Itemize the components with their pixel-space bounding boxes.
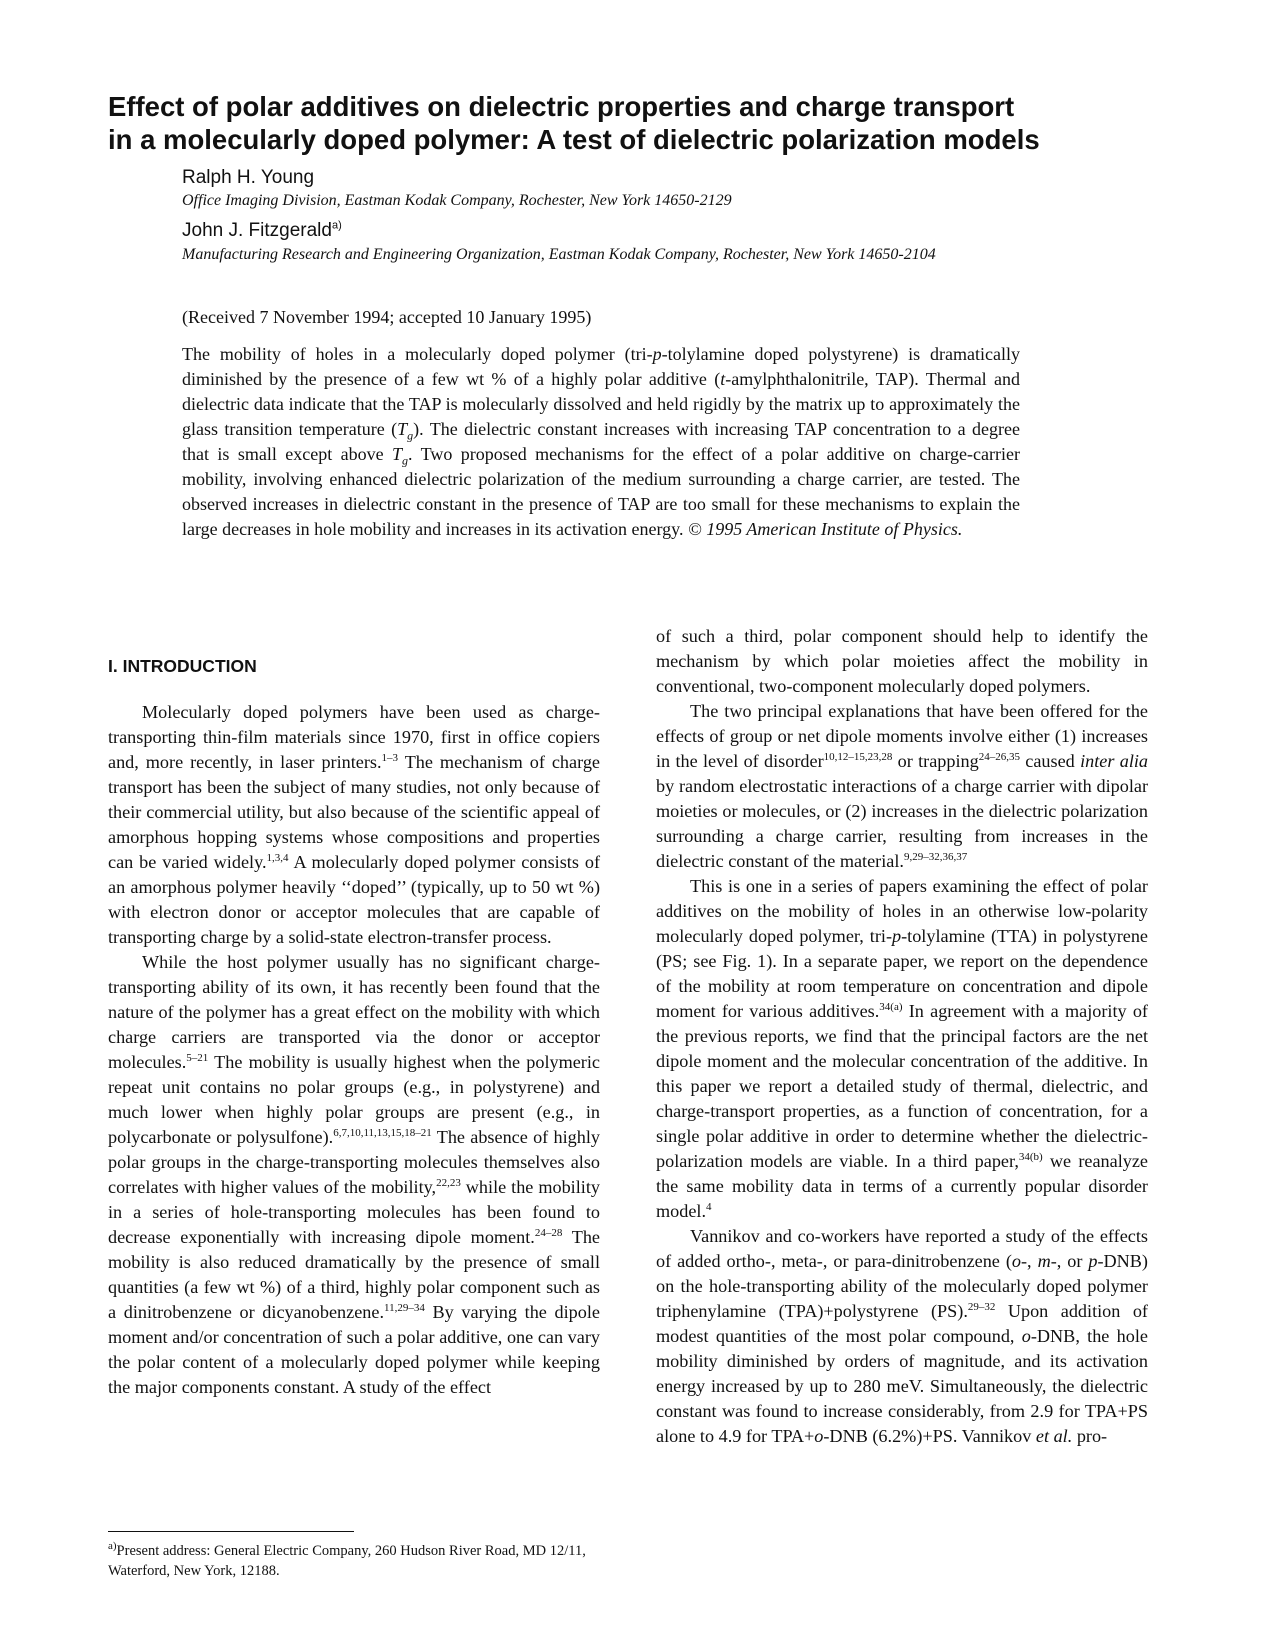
tg-symbol: $T_g$: [397, 419, 414, 443]
paragraph: This is one in a series of papers examining the effect of polar additives on the mobility of holes in an otherwise low-polarity molecularly doped polymer, tri-p-tolylamine (TTA) in polystyrene (PS; see Fig. 1). In a separate paper, we report on the dependence of the mobility at room temperature on concentration and dipole moment for various additives.$^{34(a)}$ In agreement with a majority of the previous reports, we find that the principal factors are the net dipole moment and the molecular concentration of the additive. In this paper we report a detailed study of thermal, dielectric, and charge-transport properties, as a function of concentration, for a single polar additive in order to determine whether the dielectric-polarization models are viable. In a third paper,$^{34(b)}$ we reanalyze the same mobility data in terms of a currently popular disorder model.$^4$: [656, 876, 1148, 1221]
title-line-1: Effect of polar additives on dielectric properties and charge transport: [108, 91, 1015, 122]
reference-citation[interactable]: 34(b): [1018, 1150, 1043, 1163]
author-name: Ralph H. Young: [182, 167, 315, 188]
footnote-text: Present address: General Electric Company, 260 Hudson River Road, MD 12/11, Waterford, New York, 12188.: [108, 1543, 586, 1579]
reference-citation[interactable]: 5–21: [186, 1051, 209, 1064]
paragraph: Molecularly doped polymers have been used as charge-transporting thin-film materials since 1970, first in office copiers and, more recently, in laser printers.$^{1-3}$ The mechanism of charge transport has been the subject of many studies, not only because of their commercial utility, but also because of the scientific appeal of amorphous hopping systems whose compositions and properties can be varied widely.$^{1,3,4}$ A molecularly doped polymer consists of an amorphous polymer heavily ‘‘doped’’ (typically, up to 50 wt %) with electron donor or acceptor molecules that are capable of transporting charge by a solid-state electron-transfer process.: [108, 702, 600, 947]
left-column: [108, 655, 600, 1400]
abstract: The mobility of holes in a molecularly doped polymer (tri-p-tolylamine doped polystyrene) is dramatically diminished by the presence of a few wt % of a highly polar additive (t-amylphthalonitrile, TAP). Thermal and dielectric data indicate that the TAP is molecularly dissolved and held rigidly by the matrix up to approximately the glass transition temperature $(T_g)$. The dielectric constant increases with increasing TAP concentration to a degree that is small except above $T_g$. Two proposed mechanisms for the effect of a polar additive on charge-carrier mobility, involving enhanced dielectric polarization of the medium surrounding a charge carrier, are tested. The observed increases in dielectric constant in the presence of TAP are too small for these mechanisms to explain the large decreases in hole mobility and increases in its activation energy. © 1995 American Institute of Physics.: [182, 344, 1020, 539]
right-column: [656, 624, 1148, 1449]
reference-citation[interactable]: 1,3,4: [266, 851, 289, 864]
section-heading: I. INTRODUCTION: [108, 656, 257, 676]
author-block-1: [182, 167, 1022, 210]
paper-title: [108, 90, 1168, 156]
reference-citation[interactable]: 6,7,10,11,13,15,18–21: [333, 1126, 432, 1139]
reference-citation[interactable]: 24–28: [534, 1226, 563, 1239]
author-name: [182, 220, 1022, 242]
tg-symbol: $T_g$: [392, 444, 409, 468]
reference-citation[interactable]: 11,29–34: [384, 1301, 425, 1314]
reference-citation[interactable]: 24–26,35: [978, 750, 1020, 763]
footnote-rule: [108, 1531, 354, 1532]
reference-citation[interactable]: 34(a): [879, 1000, 903, 1013]
title-line-2: in a molecularly doped polymer: A test of dielectric polarization models: [108, 124, 1040, 155]
author-name-text: John J. Fitzgerald: [182, 220, 332, 241]
author-affiliation: Office Imaging Division, Eastman Kodak Company, Rochester, New York 14650-2129: [182, 192, 732, 209]
paragraph: The two principal explanations that have been offered for the effects of group or net dipole moments involve either (1) increases in the level of disorder$^{10,12-15,23,28}$ or trapping$^{24-26,35}$ caused inter alia by random electrostatic interactions of a charge carrier with dipolar moieties or molecules, or (2) increases in the dielectric polarization surrounding a charge carrier, resulting from increases in the dielectric constant of the material.$^{9,29-32,36,37}$: [656, 701, 1149, 871]
reference-citation[interactable]: 9,29–32,36,37: [903, 850, 968, 863]
paragraph: Vannikov and co-workers have reported a study of the effects of added ortho-, meta-, or para-dinitrobenzene (o-, m-, or p-DNB) on the hole-transporting ability of the molecularly doped polymer triphenylamine (TPA)+polystyrene (PS).$^{29-32}$ Upon addition of modest quantities of the most polar compound, o-DNB, the hole mobility diminished by orders of magnitude, and its activation energy increased by up to 280 meV. Simultaneously, the dielectric constant was found to increase considerably, from 2.9 for TPA+PS alone to 4.9 for TPA+o-DNB (6.2%)+PS. Vannikov et al. pro-: [656, 1226, 1148, 1446]
reference-citation[interactable]: 4: [706, 1200, 712, 1213]
author-block-2: [182, 220, 1022, 264]
reference-citation[interactable]: 1–3: [381, 751, 399, 764]
copyright-notice: © 1995 American Institute of Physics.: [688, 519, 963, 539]
author-affiliation: Manufacturing Research and Engineering Organization, Eastman Kodak Company, Rochester, New York 14650-2104: [182, 246, 936, 263]
paragraph: of such a third, polar component should help to identify the mechanism by which polar moieties affect the mobility in conventional, two-component molecularly doped polymers.: [656, 626, 1148, 696]
received-dates: (Received 7 November 1994; accepted 10 January 1995): [182, 307, 592, 327]
footnote-mark: a): [108, 1540, 117, 1553]
reference-citation[interactable]: 22,23: [436, 1176, 461, 1189]
footnote: [108, 1541, 628, 1581]
reference-citation[interactable]: 10,12–15,23,28: [823, 750, 893, 763]
reference-citation[interactable]: 29–32: [967, 1300, 996, 1313]
paragraph: While the host polymer usually has no significant charge-transporting ability of its own, it has recently been found that the nature of the polymer has a great effect on the mobility with which charge carriers are transported via the donor or acceptor molecules.$^{5-21}$ The mobility is usually highest when the polymeric repeat unit contains no polar groups (e.g., in polystyrene) and much lower when highly polar groups are present (e.g., in polycarbonate or polysulfone).$^{6,7,10,11,13,15,18-21}$ The absence of highly polar groups in the charge-transporting molecules themselves also correlates with higher values of the mobility,$^{22,23}$ while the mobility in a series of hole-transporting molecules has been found to decrease exponentially with increasing dipole moment.$^{24-28}$ The mobility is also reduced dramatically by the presence of small quantities (a few wt %) of a third, highly polar component such as a dinitrobenzene or dicyanobenzene.$^{11,29-34}$ By varying the dipole moment and/or concentration of such a polar additive, one can vary the polar content of a molecularly doped polymer while keeping the major components constant. A study of the effect: [108, 952, 600, 1397]
author-footnote-mark: a): [331, 219, 342, 232]
